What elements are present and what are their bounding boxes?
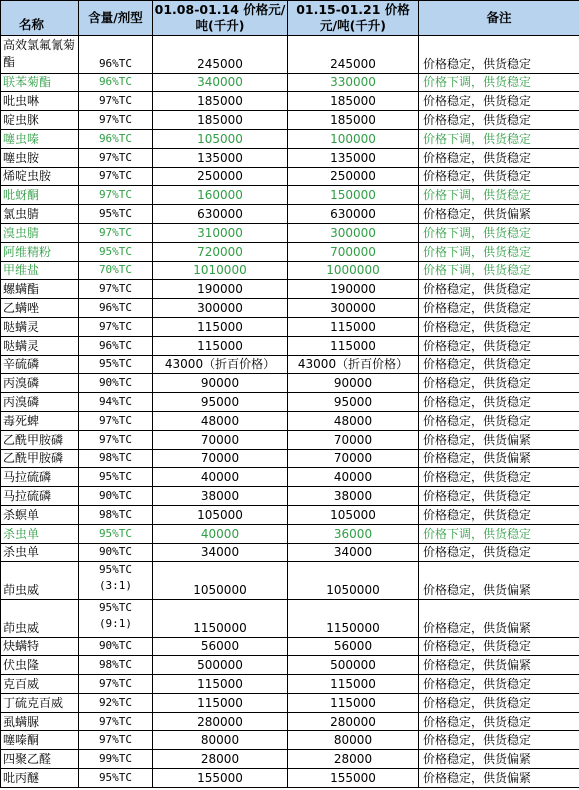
cell-name: 噻虫胺 [1, 148, 79, 167]
cell-note: 价格稳定，供货偏紧 [419, 430, 579, 449]
cell-price-period2: 135000 [288, 148, 419, 167]
cell-price-period2: 700000 [288, 242, 419, 261]
cell-name: 螺螨酯 [1, 280, 79, 299]
header-spec: 含量/剂型 [79, 1, 153, 36]
cell-note: 价格稳定，供货稳定 [419, 336, 579, 355]
cell-price-period1: 105000 [153, 505, 288, 524]
cell-note: 价格下调，供货稳定 [419, 186, 579, 205]
cell-spec: 97%TC [79, 411, 153, 430]
cell-price-period2: 43000（折百价格） [288, 355, 419, 374]
cell-price-period1: 80000 [153, 731, 288, 750]
cell-price-period1: 250000 [153, 167, 288, 186]
cell-name: 杀螟单 [1, 505, 79, 524]
cell-price-period2: 190000 [288, 280, 419, 299]
cell-spec-content: 95%TC [98, 600, 133, 614]
cell-price-period1: 190000 [153, 280, 288, 299]
cell-price-period2: 115000 [288, 693, 419, 712]
table-row [1, 750, 579, 769]
cell-price-period2: 1050000 [288, 562, 419, 600]
cell-spec [79, 599, 153, 637]
cell-name: 杀虫单 [1, 524, 79, 543]
cell-price-period2: 38000 [288, 487, 419, 506]
cell-note: 价格下调，供货稳定 [419, 524, 579, 543]
cell-price-period1: 1050000 [153, 562, 288, 600]
cell-price-period2: 280000 [288, 712, 419, 731]
cell-price-period2: 115000 [288, 675, 419, 694]
cell-note: 价格稳定，供货稳定 [419, 505, 579, 524]
cell-note: 价格稳定，供货稳定 [419, 111, 579, 130]
cell-name: 吡虫啉 [1, 92, 79, 111]
cell-note: 价格稳定，供货稳定 [419, 637, 579, 656]
cell-note: 价格稳定，供货稳定 [419, 148, 579, 167]
cell-note: 价格下调，供货稳定 [419, 242, 579, 261]
cell-price-period2: 28000 [288, 750, 419, 769]
cell-price-period1: 340000 [153, 73, 288, 92]
cell-price-period2: 330000 [288, 73, 419, 92]
cell-spec: 94%TC [79, 393, 153, 412]
cell-note: 价格稳定，供货稳定 [419, 411, 579, 430]
cell-price-period1: 34000 [153, 543, 288, 562]
cell-price-period1: 70000 [153, 449, 288, 468]
cell-price-period2: 90000 [288, 374, 419, 393]
cell-note: 价格稳定，供货稳定 [419, 543, 579, 562]
cell-price-period1: 40000 [153, 468, 288, 487]
cell-note: 价格稳定，供货稳定 [419, 393, 579, 412]
cell-spec: 95%TC [79, 355, 153, 374]
cell-price-period2: 115000 [288, 336, 419, 355]
table-row [1, 336, 579, 355]
cell-note: 价格稳定，供货稳定 [419, 280, 579, 299]
cell-price-period1: 48000 [153, 411, 288, 430]
cell-price-period1: 38000 [153, 487, 288, 506]
cell-spec: 97%TC [79, 167, 153, 186]
cell-price-period2: 95000 [288, 393, 419, 412]
table-row [1, 355, 579, 374]
cell-spec: 97%TC [79, 223, 153, 242]
cell-name: 乙螨唑 [1, 299, 79, 318]
cell-name: 吡蚜酮 [1, 186, 79, 205]
cell-price-period2: 150000 [288, 186, 419, 205]
cell-price-period2: 1150000 [288, 599, 419, 637]
table-row [1, 449, 579, 468]
cell-note: 价格稳定，供货偏紧 [419, 562, 579, 600]
table-row [1, 769, 579, 788]
cell-name: 茚虫威 [1, 599, 79, 637]
cell-note: 价格稳定，供货偏紧 [419, 449, 579, 468]
cell-price-period1: 28000 [153, 750, 288, 769]
table-row [1, 186, 579, 205]
cell-note: 价格稳定，供货偏紧 [419, 750, 579, 769]
cell-name: 甲维盐 [1, 261, 79, 280]
table-row [1, 92, 579, 111]
header-name: 名称 [1, 1, 79, 36]
cell-spec: 90%TC [79, 374, 153, 393]
cell-price-period1: 1150000 [153, 599, 288, 637]
cell-price-period2: 185000 [288, 92, 419, 111]
cell-name: 乙酰甲胺磷 [1, 430, 79, 449]
cell-price-period1: 500000 [153, 656, 288, 675]
cell-name: 虱螨脲 [1, 712, 79, 731]
cell-price-period2: 115000 [288, 317, 419, 336]
cell-spec: 95%TC [79, 242, 153, 261]
cell-spec: 98%TC [79, 449, 153, 468]
cell-name: 克百威 [1, 675, 79, 694]
cell-note: 价格稳定，供货稳定 [419, 317, 579, 336]
cell-price-period2: 630000 [288, 205, 419, 224]
cell-name: 丙溴磷 [1, 393, 79, 412]
cell-price-period1: 115000 [153, 675, 288, 694]
cell-price-period2: 80000 [288, 731, 419, 750]
table-row [1, 374, 579, 393]
table-row [1, 299, 579, 318]
cell-name: 乙酰甲胺磷 [1, 449, 79, 468]
cell-note: 价格下调，供货稳定 [419, 129, 579, 148]
header-row [1, 1, 579, 36]
cell-spec: 90%TC [79, 487, 153, 506]
cell-price-period1: 630000 [153, 205, 288, 224]
cell-name: 马拉硫磷 [1, 468, 79, 487]
table-row [1, 487, 579, 506]
cell-name: 辛硫磷 [1, 355, 79, 374]
cell-price-period2: 500000 [288, 656, 419, 675]
cell-note: 价格下调，供货稳定 [419, 261, 579, 280]
cell-spec: 92%TC [79, 693, 153, 712]
cell-name: 四聚乙醛 [1, 750, 79, 769]
cell-price-period1: 185000 [153, 92, 288, 111]
header-note: 备注 [419, 1, 579, 36]
table-row [1, 223, 579, 242]
cell-price-period1: 280000 [153, 712, 288, 731]
table-row [1, 656, 579, 675]
cell-spec: 97%TC [79, 111, 153, 130]
table-row [1, 712, 579, 731]
cell-spec: 97%TC [79, 148, 153, 167]
cell-price-period2: 185000 [288, 111, 419, 130]
cell-spec: 90%TC [79, 637, 153, 656]
cell-spec: 98%TC [79, 505, 153, 524]
cell-spec: 97%TC [79, 186, 153, 205]
table-row [1, 205, 579, 224]
table-row [1, 430, 579, 449]
cell-price-period2: 155000 [288, 769, 419, 788]
cell-spec: 97%TC [79, 731, 153, 750]
cell-note: 价格下调，供货稳定 [419, 223, 579, 242]
cell-note: 价格稳定，供货稳定 [419, 487, 579, 506]
cell-spec-ratio: (9:1) [98, 616, 133, 630]
table-row [1, 505, 579, 524]
cell-name: 啶虫脒 [1, 111, 79, 130]
cell-price-period1: 56000 [153, 637, 288, 656]
cell-name: 吡丙醚 [1, 769, 79, 788]
table-row [1, 599, 579, 637]
cell-price-period2: 40000 [288, 468, 419, 487]
cell-name: 毒死蜱 [1, 411, 79, 430]
cell-note: 价格稳定，供货稳定 [419, 355, 579, 374]
table-row [1, 148, 579, 167]
cell-spec: 97%TC [79, 712, 153, 731]
table-row [1, 73, 579, 92]
cell-spec: 97%TC [79, 92, 153, 111]
cell-spec: 97%TC [79, 675, 153, 694]
cell-spec: 97%TC [79, 280, 153, 299]
cell-name: 烯啶虫胺 [1, 167, 79, 186]
table-row [1, 562, 579, 600]
cell-price-period1: 310000 [153, 223, 288, 242]
cell-note: 价格稳定，供货稳定 [419, 675, 579, 694]
table-row [1, 524, 579, 543]
cell-name: 噻嗪酮 [1, 731, 79, 750]
table-row [1, 36, 579, 74]
cell-price-period1: 105000 [153, 129, 288, 148]
cell-price-period1: 300000 [153, 299, 288, 318]
cell-price-period1: 155000 [153, 769, 288, 788]
cell-price-period1: 115000 [153, 317, 288, 336]
table-row [1, 317, 579, 336]
cell-price-period1: 43000（折百价格） [153, 355, 288, 374]
cell-name: 噻虫嗪 [1, 129, 79, 148]
cell-name: 阿维精粉 [1, 242, 79, 261]
cell-name: 高效氯氟氰菊酯 [1, 36, 79, 74]
cell-spec: 95%TC [79, 468, 153, 487]
cell-spec: 70%TC [79, 261, 153, 280]
cell-name: 哒螨灵 [1, 336, 79, 355]
cell-price-period2: 250000 [288, 167, 419, 186]
cell-price-period2: 105000 [288, 505, 419, 524]
cell-spec: 96%TC [79, 336, 153, 355]
cell-note: 价格下调，供货稳定 [419, 73, 579, 92]
cell-price-period2: 36000 [288, 524, 419, 543]
cell-name: 丁硫克百威 [1, 693, 79, 712]
table-row [1, 242, 579, 261]
cell-name: 溴虫腈 [1, 223, 79, 242]
header-period2: 01.15-01.21 价格元/吨(千升) [288, 1, 419, 36]
table-row [1, 468, 579, 487]
cell-price-period1: 90000 [153, 374, 288, 393]
cell-spec-content: 95%TC [98, 563, 133, 577]
cell-note: 价格稳定，供货稳定 [419, 712, 579, 731]
header-period1: 01.08-01.14 价格元/吨(千升) [153, 1, 288, 36]
cell-spec: 97%TC [79, 430, 153, 449]
cell-price-period2: 300000 [288, 299, 419, 318]
cell-note: 价格稳定，供货偏紧 [419, 769, 579, 788]
cell-price-period2: 245000 [288, 36, 419, 74]
cell-price-period1: 70000 [153, 430, 288, 449]
cell-price-period1: 135000 [153, 148, 288, 167]
cell-price-period2: 70000 [288, 449, 419, 468]
table-row [1, 111, 579, 130]
cell-name: 马拉硫磷 [1, 487, 79, 506]
cell-price-period2: 48000 [288, 411, 419, 430]
cell-price-period2: 1000000 [288, 261, 419, 280]
cell-spec [79, 562, 153, 600]
cell-price-period1: 40000 [153, 524, 288, 543]
cell-name: 哒螨灵 [1, 317, 79, 336]
cell-spec: 95%TC [79, 524, 153, 543]
cell-name: 联苯菊酯 [1, 73, 79, 92]
table-row [1, 280, 579, 299]
cell-note: 价格稳定，供货稳定 [419, 468, 579, 487]
cell-spec-ratio: (3:1) [98, 579, 133, 593]
cell-price-period1: 160000 [153, 186, 288, 205]
cell-note: 价格稳定，供货偏紧 [419, 205, 579, 224]
cell-price-period2: 70000 [288, 430, 419, 449]
table-row [1, 731, 579, 750]
cell-spec: 96%TC [79, 36, 153, 74]
table-row [1, 393, 579, 412]
cell-price-period1: 185000 [153, 111, 288, 130]
table-row [1, 411, 579, 430]
cell-note: 价格稳定，供货稳定 [419, 693, 579, 712]
cell-note: 价格稳定，供货稳定 [419, 36, 579, 74]
cell-name: 炔螨特 [1, 637, 79, 656]
cell-spec: 99%TC [79, 750, 153, 769]
cell-name: 杀虫单 [1, 543, 79, 562]
table-row [1, 675, 579, 694]
table-row [1, 261, 579, 280]
table-row [1, 637, 579, 656]
cell-spec: 95%TC [79, 769, 153, 788]
cell-name: 茚虫威 [1, 562, 79, 600]
cell-price-period1: 720000 [153, 242, 288, 261]
table-row [1, 693, 579, 712]
cell-note: 价格稳定，供货稳定 [419, 92, 579, 111]
table-row [1, 129, 579, 148]
cell-price-period2: 34000 [288, 543, 419, 562]
cell-note: 价格稳定，供货稳定 [419, 167, 579, 186]
cell-price-period1: 1010000 [153, 261, 288, 280]
cell-note: 价格稳定，供货偏紧 [419, 656, 579, 675]
cell-price-period1: 115000 [153, 336, 288, 355]
cell-note: 价格稳定，供货偏紧 [419, 599, 579, 637]
table-row [1, 167, 579, 186]
cell-spec: 90%TC [79, 543, 153, 562]
cell-price-period1: 115000 [153, 693, 288, 712]
cell-price-period1: 95000 [153, 393, 288, 412]
cell-note: 价格稳定，供货稳定 [419, 374, 579, 393]
cell-spec: 98%TC [79, 656, 153, 675]
table-row [1, 543, 579, 562]
cell-spec: 96%TC [79, 129, 153, 148]
cell-note: 价格稳定，供货稳定 [419, 299, 579, 318]
cell-name: 伏虫隆 [1, 656, 79, 675]
cell-price-period2: 56000 [288, 637, 419, 656]
cell-spec: 97%TC [79, 317, 153, 336]
cell-spec: 96%TC [79, 299, 153, 318]
cell-price-period2: 100000 [288, 129, 419, 148]
cell-spec: 96%TC [79, 73, 153, 92]
cell-name: 丙溴磷 [1, 374, 79, 393]
table-body [1, 36, 579, 788]
cell-price-period2: 300000 [288, 223, 419, 242]
cell-name: 氯虫腈 [1, 205, 79, 224]
cell-price-period1: 245000 [153, 36, 288, 74]
cell-spec: 95%TC [79, 205, 153, 224]
cell-note: 价格稳定，供货稳定 [419, 731, 579, 750]
